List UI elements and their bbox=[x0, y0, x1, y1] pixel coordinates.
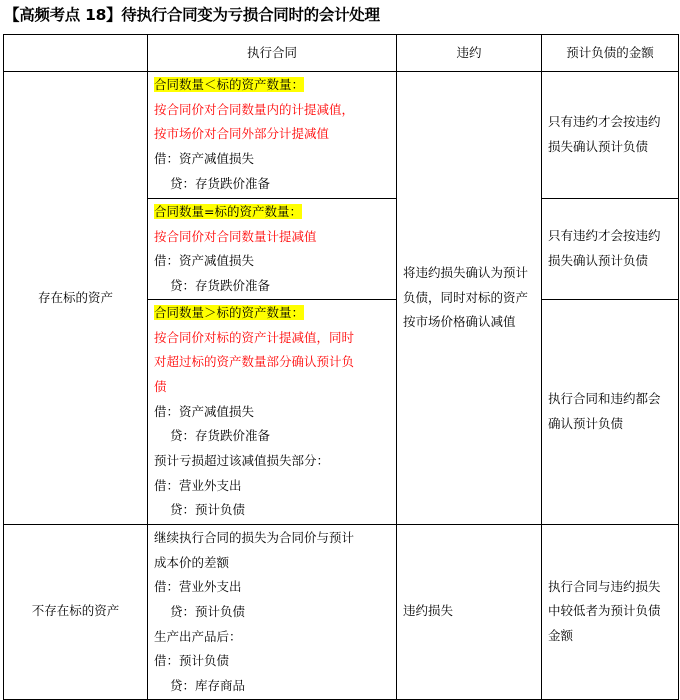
table-row bbox=[4, 524, 679, 699]
condition: 合同数量＞标的资产数量： bbox=[154, 304, 305, 320]
text-line: 成本价的差额 bbox=[154, 554, 230, 570]
amount-cell: 执行合同与违约损失中较低者为预计负债金额 bbox=[542, 524, 679, 699]
entry-line: 借：营业外支出 bbox=[154, 579, 242, 595]
contract-cell bbox=[148, 524, 397, 699]
case-cell bbox=[148, 72, 397, 199]
condition: 合同数量=标的资产数量： bbox=[154, 204, 302, 219]
entry-line: 借：资产减值损失 bbox=[154, 253, 255, 269]
accounting-table bbox=[3, 34, 679, 700]
breach-cell: 将违约损失确认为预计负债，同时对标的资产按市场价格确认减值 bbox=[397, 72, 542, 525]
header-cell: 违约 bbox=[397, 35, 542, 72]
entry-line: 借：预计负债 bbox=[154, 653, 230, 669]
header-cell: 预计负债的金额 bbox=[542, 35, 679, 72]
row-label: 不存在标的资产 bbox=[4, 524, 148, 699]
rule-line: 对超过标的资产数量部分确认预计负 bbox=[154, 354, 355, 370]
entry-line: 贷：存货跌价准备 bbox=[170, 428, 271, 444]
case-cell bbox=[148, 299, 397, 524]
case-cell bbox=[148, 199, 397, 300]
condition: 合同数量＜标的资产数量： bbox=[154, 77, 305, 92]
entry-line: 贷：预计负债 bbox=[170, 603, 246, 619]
header-cell: 执行合同 bbox=[148, 35, 397, 72]
entry-line: 贷：存货跌价准备 bbox=[170, 278, 271, 294]
entry-line: 贷：存货跌价准备 bbox=[170, 175, 271, 191]
entry-line: 预计亏损超过该减值损失部分： bbox=[154, 453, 330, 469]
entry-line: 贷：预计负债 bbox=[170, 502, 246, 518]
text-line: 生产出产品后： bbox=[154, 628, 242, 644]
rule-line: 按市场价对合同外部分计提减值 bbox=[154, 126, 330, 142]
entry-line: 借：营业外支出 bbox=[154, 477, 242, 493]
header-row bbox=[4, 35, 679, 72]
header-cell bbox=[4, 35, 148, 72]
rule-line: 按合同价对标的资产计提减值，同时 bbox=[154, 329, 355, 345]
rule-line: 债 bbox=[154, 378, 167, 394]
entry-line: 借：资产减值损失 bbox=[154, 151, 255, 167]
amount-cell: 只有违约才会按违约损失确认预计负债 bbox=[542, 199, 679, 300]
amount-cell: 只有违约才会按违约损失确认预计负债 bbox=[542, 72, 679, 199]
rule-line: 按合同价对合同数量计提减值 bbox=[154, 228, 317, 244]
entry-line: 借：资产减值损失 bbox=[154, 403, 255, 419]
page-title: 【高频考点 18】待执行合同变为亏损合同时的会计处理 bbox=[4, 6, 380, 24]
text-line: 继续执行合同的损失为合同价与预计 bbox=[154, 529, 355, 545]
table-row bbox=[4, 72, 679, 199]
breach-cell: 违约损失 bbox=[397, 524, 542, 699]
row-label: 存在标的资产 bbox=[4, 72, 148, 525]
entry-line: 贷：库存商品 bbox=[170, 678, 246, 694]
rule-line: 按合同价对合同数量内的计提减值， bbox=[154, 101, 355, 117]
amount-cell: 执行合同和违约都会确认预计负债 bbox=[542, 299, 679, 524]
